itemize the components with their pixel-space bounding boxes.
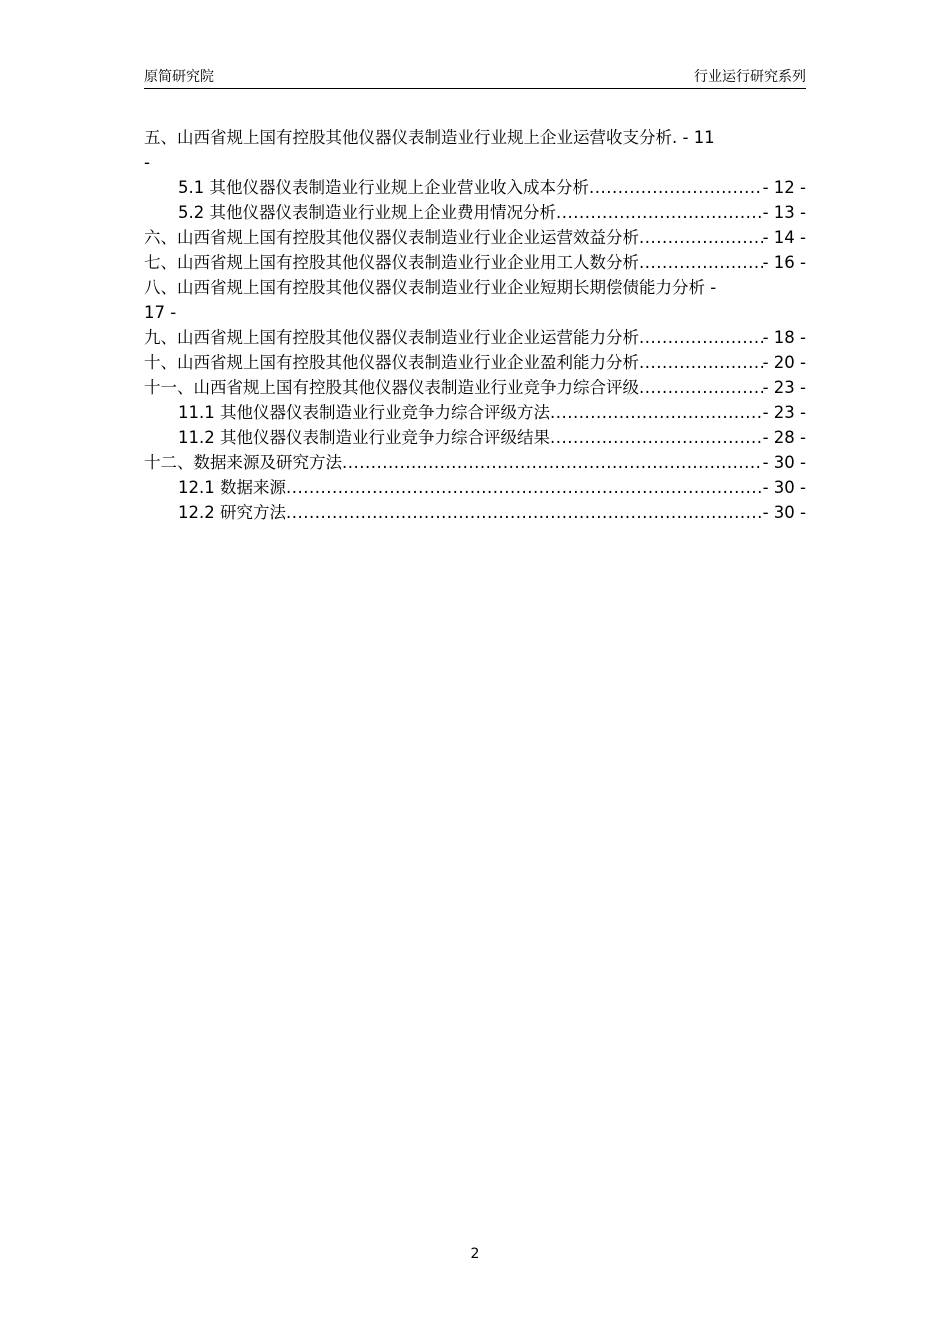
toc-entry-5-1[interactable] [144, 175, 806, 200]
toc-entry-title: 12.1 数据来源 [178, 478, 286, 497]
toc-entry-title: 七、山西省规上国有控股其他仪器仪表制造业行业企业用工人数分析 [144, 253, 639, 272]
toc-page-number: - 30 - [762, 478, 806, 497]
toc-entry-title: 九、山西省规上国有控股其他仪器仪表制造业行业企业运营能力分析 [144, 328, 639, 347]
toc-entry-6[interactable] [144, 225, 806, 250]
toc-entry-title: 五、山西省规上国有控股其他仪器仪表制造业行业规上企业运营收支分析. - 11 [144, 128, 715, 147]
toc-page-number: - 12 - [762, 178, 806, 197]
toc-entry-continuation: - [144, 153, 150, 172]
toc-page-number: - 23 - [762, 378, 806, 397]
toc-dot-leader [639, 225, 763, 250]
toc-dot-leader [286, 500, 763, 525]
toc-dot-leader [342, 450, 763, 475]
toc-entry-11-1[interactable] [144, 400, 806, 425]
page-header [144, 66, 806, 89]
toc-dot-leader [639, 325, 763, 350]
header-publisher: 原简研究院 [144, 69, 214, 85]
toc-entry-8[interactable] [144, 275, 806, 325]
toc-entry-5[interactable] [144, 125, 806, 175]
page-number: 2 [470, 1246, 480, 1262]
toc-entry-5-2[interactable] [144, 200, 806, 225]
toc-entry-7[interactable] [144, 250, 806, 275]
table-of-contents [144, 125, 806, 525]
toc-entry-12-2[interactable] [144, 500, 806, 525]
toc-entry-title: 12.2 研究方法 [178, 503, 286, 522]
toc-page-number: - 28 - [762, 428, 806, 447]
toc-dot-leader [589, 175, 763, 200]
toc-page-number: - 16 - [762, 253, 806, 272]
toc-page-number: - 18 - [762, 328, 806, 347]
toc-entry-12-1[interactable] [144, 475, 806, 500]
toc-dot-leader [556, 200, 763, 225]
toc-page-number: - 14 - [762, 228, 806, 247]
toc-dot-leader [550, 425, 763, 450]
toc-page-number: - 30 - [762, 453, 806, 472]
toc-entry-11-2[interactable] [144, 425, 806, 450]
toc-dot-leader [639, 250, 763, 275]
toc-entry-title: 5.2 其他仪器仪表制造业行业规上企业费用情况分析 [178, 203, 556, 222]
toc-entry-9[interactable] [144, 325, 806, 350]
toc-entry-title: 11.1 其他仪器仪表制造业行业竞争力综合评级方法 [178, 403, 550, 422]
toc-entry-title: 十一、山西省规上国有控股其他仪器仪表制造业行业竞争力综合评级 [144, 378, 639, 397]
toc-entry-10[interactable] [144, 350, 806, 375]
toc-dot-leader [639, 375, 763, 400]
header-series-title: 行业运行研究系列 [694, 69, 806, 85]
toc-page-number: - 23 - [762, 403, 806, 422]
toc-page-number: - 20 - [762, 353, 806, 372]
toc-entry-title: 六、山西省规上国有控股其他仪器仪表制造业行业企业运营效益分析 [144, 228, 639, 247]
toc-dot-leader [286, 475, 763, 500]
toc-page-number: - 13 - [762, 203, 806, 222]
toc-entry-title: 十、山西省规上国有控股其他仪器仪表制造业行业企业盈利能力分析 [144, 353, 639, 372]
toc-entry-11[interactable] [144, 375, 806, 400]
toc-dot-leader [639, 350, 763, 375]
toc-entry-12[interactable] [144, 450, 806, 475]
toc-entry-title: 八、山西省规上国有控股其他仪器仪表制造业行业企业短期长期偿债能力分析 - [144, 278, 717, 297]
toc-entry-title: 十二、数据来源及研究方法 [144, 453, 342, 472]
toc-dot-leader [550, 400, 763, 425]
toc-page-number: - 30 - [762, 503, 806, 522]
toc-entry-title: 11.2 其他仪器仪表制造业行业竞争力综合评级结果 [178, 428, 550, 447]
toc-entry-continuation: 17 - [144, 303, 177, 322]
toc-entry-title: 5.1 其他仪器仪表制造业行业规上企业营业收入成本分析 [178, 178, 589, 197]
